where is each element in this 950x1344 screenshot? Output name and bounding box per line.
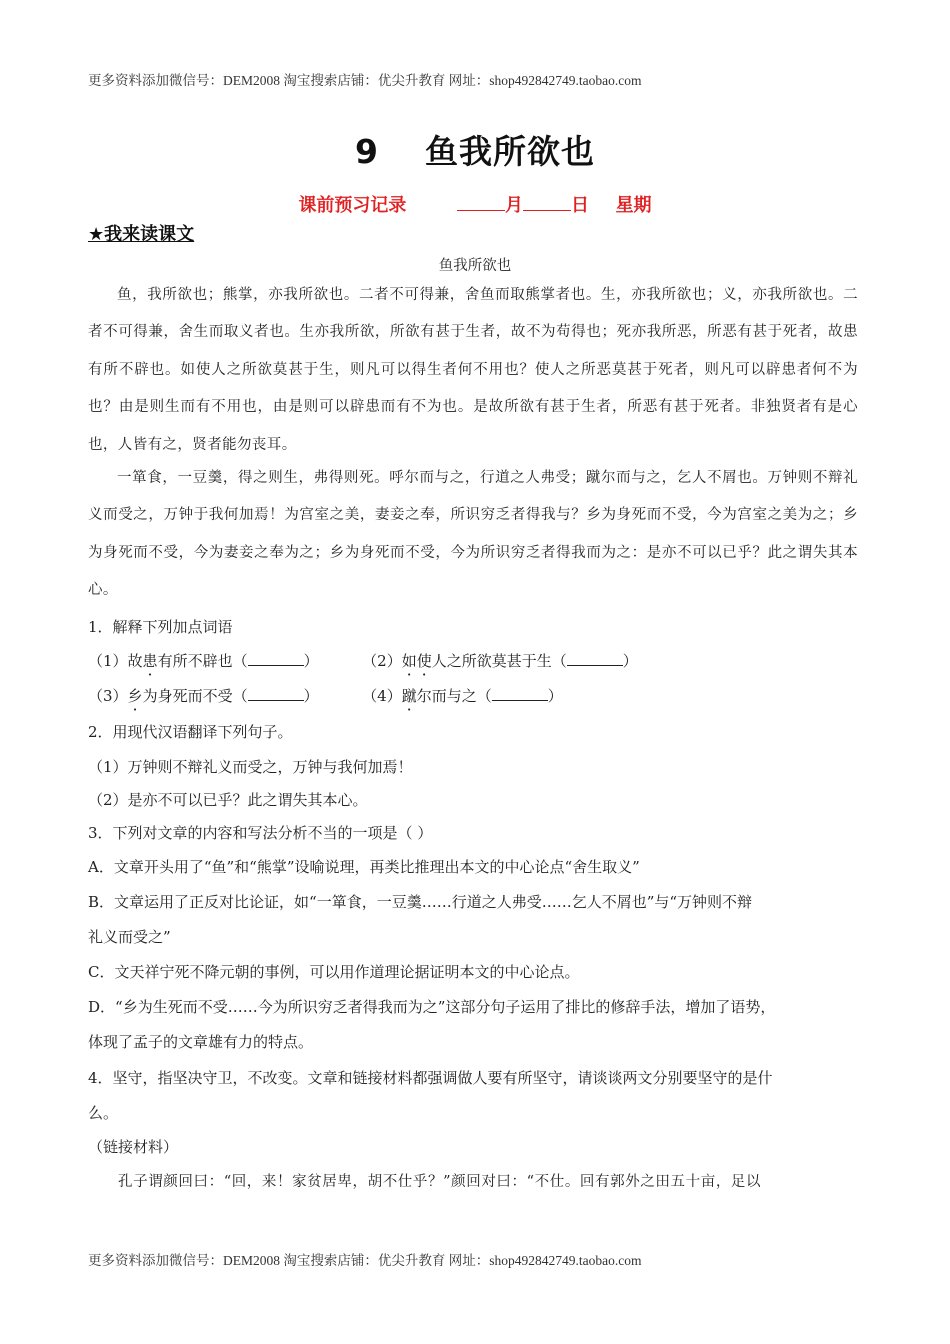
page-title (0, 126, 950, 173)
passage-paragraph-1: 鱼，我所欲也；熊掌，亦我所欲也。二者不可得兼，舍鱼而取熊掌者也。生，亦我所欲也；义，亦我所欲也。二者不可得兼，舍生而取义者也。生亦我所欲，所欲有甚于生者，故不为苟得也；死亦我所恶，所恶有甚于死者，故患有所不辟也。如使人之所欲莫甚于生，则凡可以得生者何不用也？使人之所恶莫甚于死者，则凡可以辟患者何不为也？由是则生而有不用也，由是则可以辟患而有不为也。是故所欲有甚于生者，所恶有甚于死者。非独贤者有是心也，人皆有之，贤者能勿丧耳。 (88, 287, 858, 453)
lesson-number: 9 (355, 132, 379, 171)
answer-blank[interactable] (248, 651, 304, 666)
answer-blank[interactable] (492, 686, 548, 701)
passage-title: 鱼我所欲也 (438, 258, 512, 274)
question-4-stem-cont: 么。 (88, 1104, 119, 1122)
link-material-label: （链接材料） (88, 1138, 179, 1156)
lesson-title: 鱼我所欲也 (424, 132, 595, 171)
page-footer: 更多资料添加微信号：DEM2008 淘宝搜索店铺：优尖升教育 网址：shop492842749.taobao.com (88, 1253, 642, 1268)
question-4-stem: 4．坚守，指坚决守卫，不改变。文章和链接材料都强调做人要有所坚守，请谈谈两文分别要坚守的是什 (88, 1069, 773, 1087)
preview-record-line (0, 191, 950, 217)
passage-paragraph-2: 一箪食，一豆羹，得之则生，弗得则死。呼尔而与之，行道之人弗受；蹴尔而与之，乞人不屑也。万钟则不辩礼义而受之，万钟于我何加焉！为宫室之美，妻妾之奉，所识穷乏者得我与？乡为身死而不受，今为宫室之美为之；乡为身死而不受，今为妻妾之奉为之；乡为身死而不受，今为所识穷乏者得我而为之：是亦不可以已乎？此之谓失其本心。 (88, 470, 858, 599)
answer-blank[interactable] (567, 651, 623, 666)
day-blank[interactable] (523, 194, 571, 211)
month-blank[interactable] (457, 194, 505, 211)
question-3-option-d: D．“乡为生死而不受……今为所识穷乏者得我而为之”这部分句子运用了排比的修辞手法，增加了语势， (88, 998, 776, 1016)
question-1-row-1: （1）故患有所不辟也（ ） （2）如使人之所欲莫甚于生（ ） (88, 652, 638, 670)
page-header: 更多资料添加微信号：DEM2008 淘宝搜索店铺：优尖升教育 网址：shop492842749.taobao.com (88, 73, 642, 88)
question-3-option-c: C．文天祥宁死不降元朝的事例，可以用作道理论据证明本文的中心论点。 (88, 963, 580, 981)
question-2-item-2: （2）是亦不可以已乎？此之谓失其本心。 (88, 791, 368, 809)
month-label: 月 (505, 195, 523, 216)
section-heading: ★我来读课文 (88, 224, 195, 245)
question-2-item-1: （1）万钟则不辩礼义而受之，万钟与我何加焉！ (88, 758, 413, 776)
question-3-option-d-cont: 体现了孟子的文章雄有力的特点。 (88, 1033, 314, 1051)
day-label: 日 (571, 195, 589, 216)
preview-record-label: 课前预习记录 (298, 195, 407, 216)
question-1-row-2: （3）乡为身死而不受（ ） （4）蹴尔而与之（ ） (88, 687, 563, 705)
answer-blank[interactable] (248, 686, 304, 701)
question-3-option-a: A．文章开头用了“鱼”和“熊掌”设喻说理，再类比推理出本文的中心论点“舍生取义” (88, 858, 640, 876)
question-1-stem: 1．解释下列加点词语 (88, 618, 233, 636)
link-material-text: 孔子谓颜回曰：“回，来！家贫居卑，胡不仕乎？”颜回对曰：“不仕。回有郭外之田五十亩，足以 (118, 1174, 762, 1190)
weekday-label: 星期 (615, 195, 652, 216)
question-3-option-b: B．文章运用了正反对比论证，如“一箪食，一豆羹……行道之人弗受……乞人不屑也”与“万钟则不辩 (88, 893, 753, 911)
question-2-stem: 2．用现代汉语翻译下列句子。 (88, 723, 293, 741)
question-3-stem: 3．下列对文章的内容和写法分析不当的一项是（ ） (88, 824, 433, 842)
question-3-option-b-cont: 礼义而受之” (88, 928, 171, 946)
